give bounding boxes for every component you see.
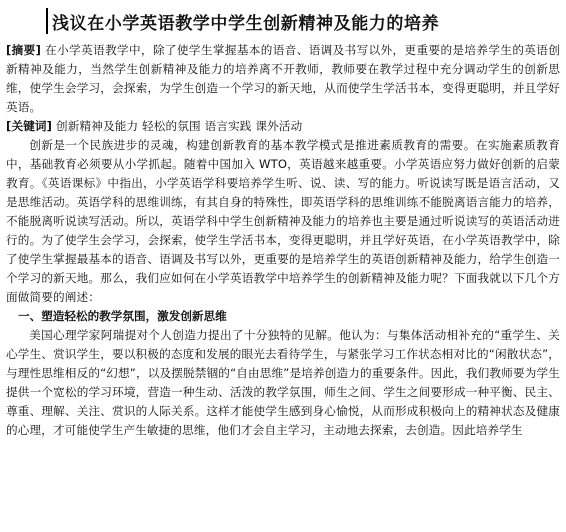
title-row	[46, 6, 560, 36]
keywords-label: [关键词]	[6, 119, 53, 133]
body-paragraph: 创新是一个民族进步的灵魂，构建创新教育的基本教学模式是推进素质教育的需要。在实施素质教育中，基础教育必须要从小学抓起。随着中国加入 WTO，英语越来越重要。小学英语应努力做好创新的启蒙教育。《英语课标》中指出，小学英语学科要培养学生听、说、读、写的能力。听说读写既是语言活动，又是思维活动。英语学科的思维训练，有其自身的特殊性，即英语学科的思维训练不能脱离语言能力的培养，不能脱离听说读写活动。所以，英语学科中学生创新精神及能力的培养也主要是通过听说读写的英语活动进行的。为了使学生会学习，会探索，使学生学活书本，变得更聪明，并且学好英语，在小学英语教学中，除了使学生掌握最基本的语音、语调及书写以外，更重要的是培养学生的英语创新精神及能力，给学生创造一个学习的新天地。那么，我们应如何在小学英语教学中培养学生的创新精神及能力呢？下面我就以下几个方面做简要的阐述：	[6, 138, 560, 304]
section-paragraph: 美国心理学家阿瑞提对个人创造力提出了十分独特的见解。他认为：与集体活动相补充的“重学生、关心学生、赏识学生，要以积极的态度和发展的眼光去看待学生，与紧张学习工作状态相对比的“闲散状态”，与理性思维相反的“幻想”，以及摆脱禁锢的“自由思维”是培养创造力的重要条件。因此，我们教师要为学生提供一个宽松的学习环境，营造一种生动、活泼的教学氛围，师生之间、学生之间要形成一种平衡、民主、尊重、理解、关注、赏识的人际关系。这样才能使学生感到身心愉悦，从而形成积极向上的精神状态及健康的心理，才可能使学生产生敏捷的思维，他们才会自主学习，主动地去探索，去创造。因此培养学生	[6, 328, 560, 437]
abstract-label: [摘要]	[6, 43, 42, 57]
abstract	[6, 41, 560, 117]
keywords-text: 创新精神及能力 轻松的氛围 语言实践 课外活动	[55, 119, 303, 133]
text-cursor	[46, 8, 48, 34]
page-title: 浅议在小学英语教学中学生创新精神及能力的培养	[52, 13, 440, 34]
abstract-text: 在小学英语教学中，除了使学生掌握基本的语音、语调及书写以外，更重要的是培养学生的英语创新精神及能力，当然学生创新精神及能力的培养离不开教师，教师要在教学过程中充分调动学生的创新思维，使学生会学习，会探索，为学生创造一个学习的新天地，从而使学生学活书本，变得更聪明，并且学好英语。	[6, 43, 560, 114]
keywords	[6, 117, 560, 136]
section-heading: 一、塑造轻松的教学氛围，激发创新思维	[18, 309, 227, 323]
